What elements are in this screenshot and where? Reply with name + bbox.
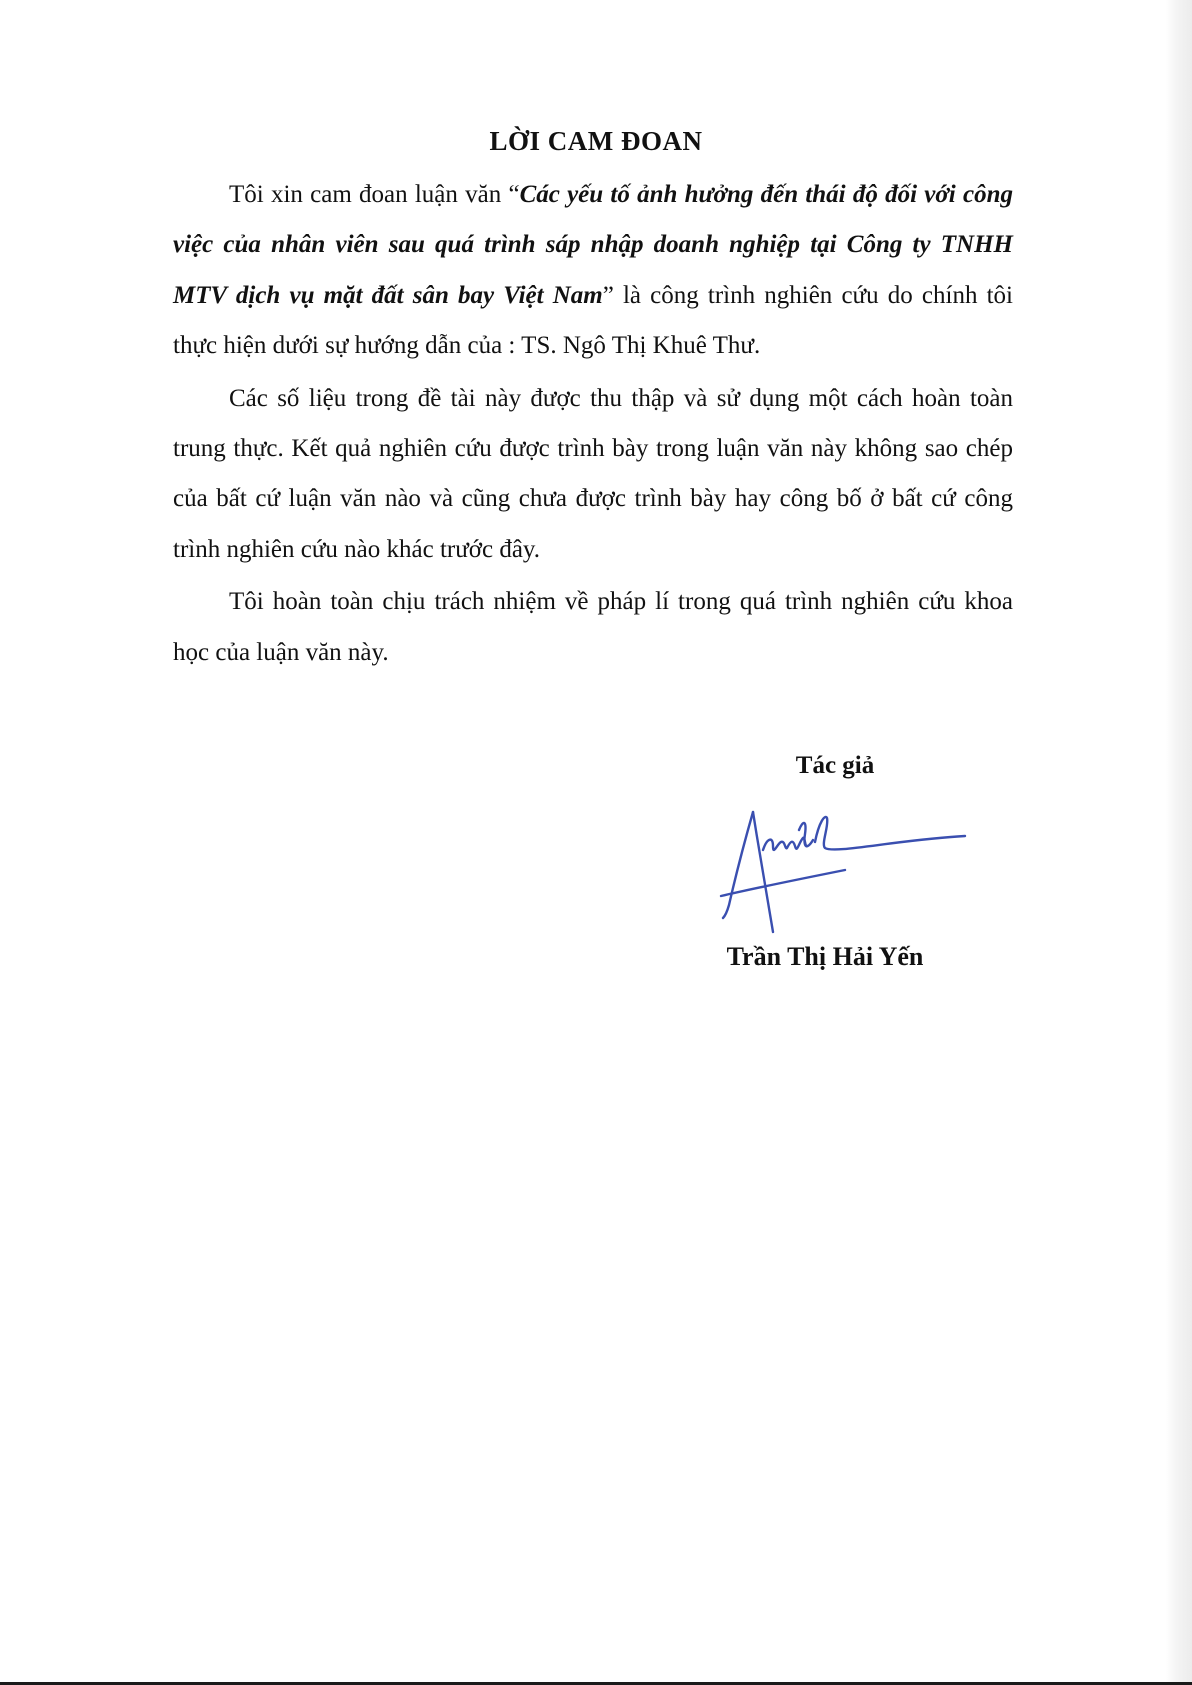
paragraph-lead: Tôi xin cam đoan luận văn “: [229, 181, 520, 208]
author-name: Trần Thị Hải Yến: [726, 942, 924, 971]
scan-edge-shadow: [1166, 0, 1192, 1685]
handwritten-signature: [715, 800, 975, 940]
paragraph-declaration: [173, 170, 1013, 372]
paragraph-tail: ” là công trình nghiên cứu do chính tôi thực hiện dưới sự hướng dẫn của : TS. Ngô Thị Khuê Thư.: [173, 281, 1013, 360]
declaration-body: [173, 170, 1013, 680]
paragraph-responsibility: Tôi hoàn toàn chịu trách nhiệm về pháp lí trong quá trình nghiên cứu khoa học của luận văn này.: [173, 588, 1013, 666]
page-title: LỜI CAM ĐOAN: [489, 126, 703, 156]
signature-label: Tác giả: [795, 752, 875, 779]
paragraph-data-honesty: Các số liệu trong đề tài này được thu thập và sử dụng một cách hoàn toàn trung thực. Kết quả nghiên cứu được trình bày trong luận văn này không sao chép của bất cứ luận văn nào và cũng chưa được trình bày hay công bố ở bất cứ công trình nghiên cứu nào khác trước đây.: [173, 384, 1013, 563]
thesis-title: Các yếu tố ảnh hưởng đến thái độ đối với công việc của nhân viên sau quá trình sáp nhập doanh nghiệp tại Công ty TNHH MTV dịch vụ mặt đất sân bay Việt Nam: [173, 181, 1013, 309]
